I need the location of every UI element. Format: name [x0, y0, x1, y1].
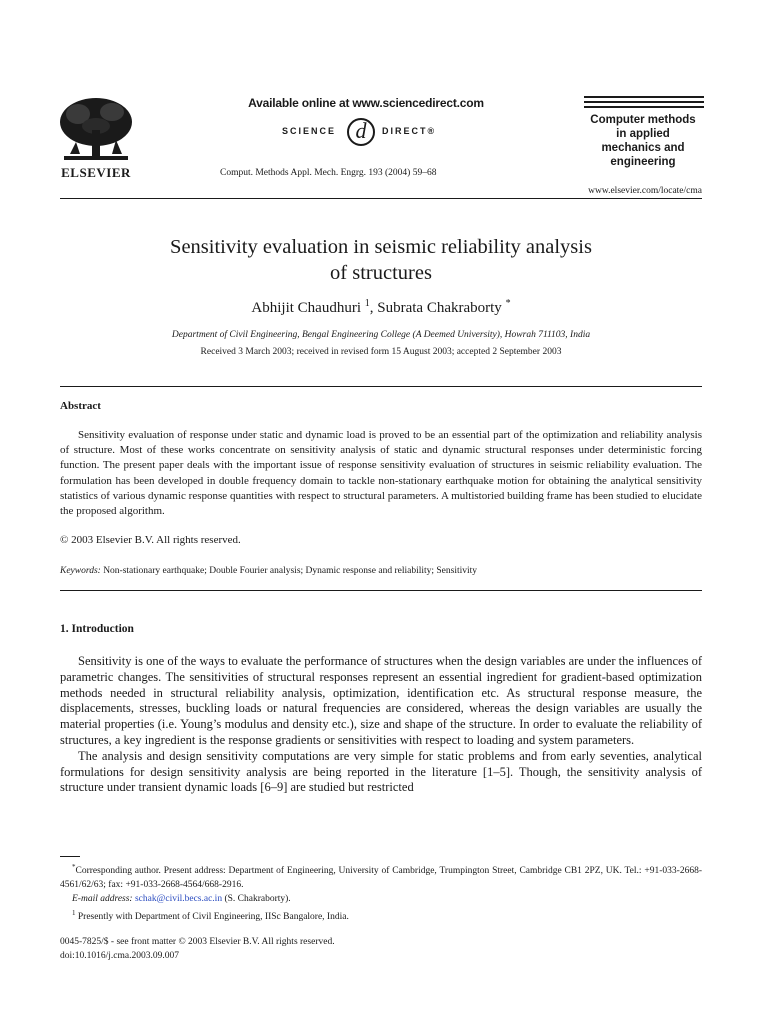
publisher-name: ELSEVIER: [61, 165, 131, 180]
email-suffix: (S. Chakraborty).: [222, 894, 291, 905]
abstract-copyright: © 2003 Elsevier B.V. All rights reserved.: [60, 534, 241, 546]
email-label: E-mail address:: [72, 894, 133, 905]
affiliation: Department of Civil Engineering, Bengal Engineering College (A Deemed University), Howrah 711103, India: [171, 330, 591, 340]
author-name: Abhijit Chaudhuri: [251, 300, 361, 316]
received-dates: Received 3 March 2003; received in revised form 15 August 2003; accepted 2 September 2003: [200, 347, 562, 357]
sd-right-text: DIRECT®: [382, 126, 437, 136]
journal-title-line: in applied: [616, 128, 670, 140]
article-title: [60, 234, 702, 286]
keywords-text: Non-stationary earthquake; Double Fourier analysis; Dynamic response and reliability; Sensitivity: [100, 566, 478, 576]
abstract-heading: Abstract: [60, 400, 101, 412]
paragraph: Sensitivity is one of the ways to evaluate the performance of structures when the design variables are under the influences of parametric changes. The sensitivities of structural responses represent an essential ingredient for gradient-based optimization methods needed in structural reliability analysis, optimization, identification etc. As structural response measure, the displacements, stresses, buckling loads or natural frequencies are considered, whereas the design variables are usually the material properties (i.e. Young’s modulus and density etc.), size and shape of the structure. In order to evaluate the reliability of structures, a key ingredient is the response gradients or sensitivities with respect to loading and system parameters.: [60, 654, 702, 747]
front-matter: [60, 935, 702, 963]
corresponding-author-mark[interactable]: *: [505, 298, 511, 309]
footnote-email: [60, 892, 702, 906]
journal-title-line: engineering: [610, 156, 676, 168]
footnote-rule: [60, 856, 80, 857]
footnote-mark: 1: [72, 909, 76, 918]
introduction-body: [60, 654, 702, 796]
author-list: [60, 298, 702, 317]
journal-url-link[interactable]: www.elsevier.com/locate/cma: [588, 186, 702, 196]
sciencedirect-at-icon: [344, 112, 378, 148]
footnote-text: Corresponding author. Present address: Department of Engineering, University of Cambridge, Trumpington Street, Cambridge CB1 2PZ, UK. Tel.: +91-033-2668-4561/62/63; fax: +91-033-2668-4564/668-2916.: [60, 866, 702, 891]
author-footnote-mark[interactable]: 1: [364, 298, 370, 309]
author-name: Subrata Chakraborty: [377, 300, 502, 316]
journal-title-line: Computer methods: [590, 114, 696, 126]
issn-line: 0045-7825/$ - see front matter © 2003 Elsevier B.V. All rights reserved.: [60, 937, 335, 947]
journal-title-line: mechanics and: [601, 142, 685, 154]
keywords: [60, 566, 702, 576]
sciencedirect-logo: [246, 112, 486, 148]
email-link[interactable]: schak@civil.becs.ac.in: [134, 894, 223, 905]
author-separator: ,: [369, 300, 378, 316]
available-online-text: Available online at www.sciencedirect.com: [248, 96, 484, 110]
header-divider: [60, 198, 702, 199]
journal-reference: Comput. Methods Appl. Mech. Engrg. 193 (2004) 59–68: [220, 168, 437, 178]
abstract-text: Sensitivity evaluation of response under static and dynamic load is proved to be an essential part of the optimization and reliability analysis of structure. Most of these works concentrate on sensitivity analysis of static and dynamic structural responses under deterministic forcing function. The present paper deals with the important issue of response sensitivity evaluation of structures in seismic reliability evaluation. The formulation has been developed in double frequency domain to tackle non-stationary earthquake motion for obtaining the analytical sensitivity statistics of various dynamic response quantities with respect to structural parameters. A multistoried building frame has been studied to elucidate the proposed algorithm.: [60, 429, 702, 518]
footnote-mark: *: [72, 863, 76, 871]
journal-title-rules: [584, 96, 704, 111]
rule-line: [584, 101, 704, 103]
title-line-2: of structures: [330, 262, 432, 284]
svg-text:d: d: [355, 118, 367, 143]
footnote-text: Presently with Department of Civil Engineering, IISc Bangalore, India.: [77, 912, 349, 923]
footnote-corresponding: [60, 860, 702, 892]
footnote-1: [60, 906, 702, 924]
abstract-top-divider: [60, 386, 702, 387]
rule-line: [584, 96, 704, 98]
paragraph: The analysis and design sensitivity computations are very simple for static problems and from early seventies, analytical formulations for design sensitivity analysis are being reported in the literature [1–5]. Though, the sensitivity analysis of structure under transient dynamic loads [6–9] are studied but restricted: [60, 748, 702, 795]
title-line-1: Sensitivity evaluation in seismic reliability analysis: [170, 236, 592, 258]
keywords-label: Keywords:: [60, 566, 101, 576]
section-heading-introduction: 1. Introduction: [60, 623, 134, 635]
footnotes: [60, 860, 702, 924]
abstract-bottom-divider: [60, 590, 702, 591]
sd-left-text: SCIENCE: [282, 126, 337, 136]
journal-title: [578, 113, 708, 169]
doi-line[interactable]: doi:10.1016/j.cma.2003.09.007: [60, 951, 180, 961]
rule-line: [584, 106, 704, 108]
